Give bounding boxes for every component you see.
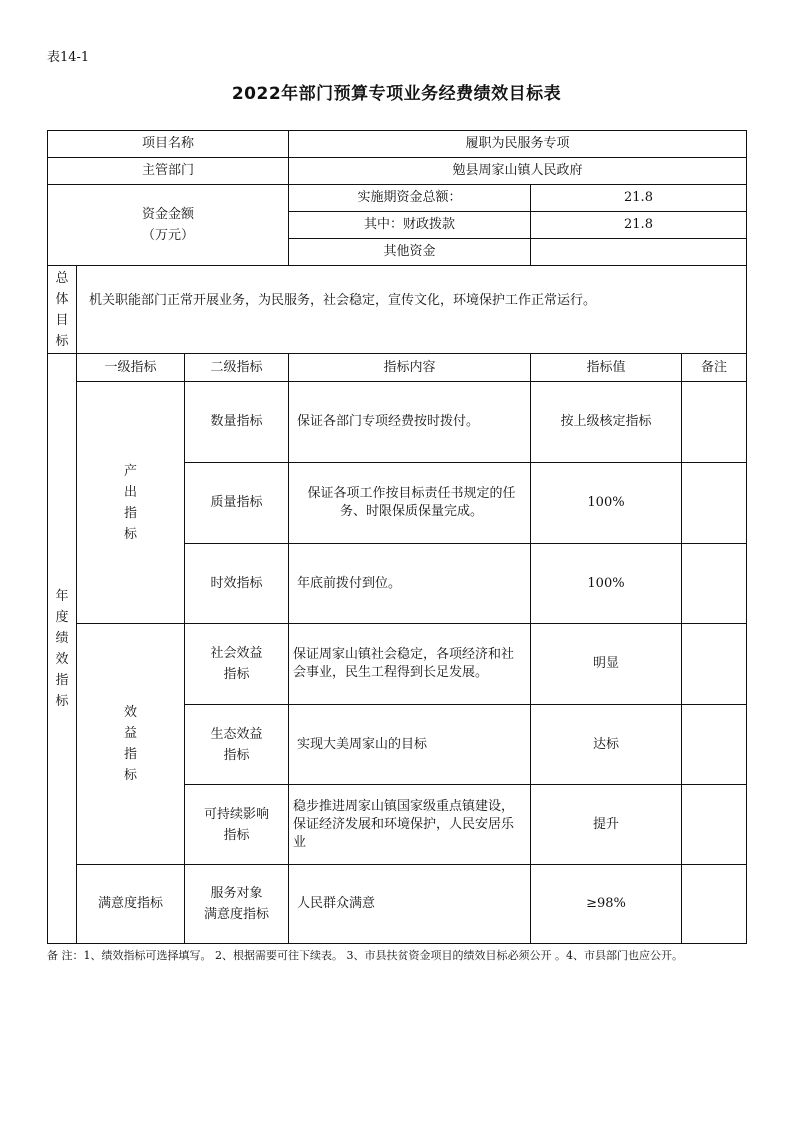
header-level1: 一级指标 <box>76 353 185 382</box>
indicator-content: 稳步推进周家山镇国家级重点镇建设，保证经济发展和环境保护，人民安居乐业 <box>288 784 531 865</box>
level2-line: 满意度指标 <box>203 907 269 922</box>
indicator-content: 保证周家山镇社会稳定，各项经济和社会事业，民生工程得到长足发展。 <box>288 623 531 705</box>
annual-label-char: 绩 <box>55 630 69 646</box>
total-funds-value: 21.8 <box>530 184 747 212</box>
benefit-label-char: 益 <box>123 726 137 741</box>
annual-label-char: 指 <box>55 672 69 688</box>
indicator-remark <box>681 543 747 624</box>
indicator-value: 明显 <box>530 623 682 705</box>
indicator-value: 达标 <box>530 704 682 785</box>
level2-quantity: 数量指标 <box>184 381 289 463</box>
total-funds-label: 实施期资金总额： <box>288 184 531 212</box>
level2-quality: 质量指标 <box>184 462 289 544</box>
dept-label: 主管部门 <box>47 157 289 185</box>
header-level2: 二级指标 <box>184 353 289 382</box>
overall-goal-label <box>47 265 77 354</box>
footnote: 备 注：1、绩效指标可选择填写。 2、根据需要可往下续表。 3、市县扶贫资金项目的绩效目标必须公开 。4、市县部门也应公开。 <box>47 949 683 962</box>
project-name-label: 项目名称 <box>47 130 289 158</box>
output-indicators-group <box>76 381 185 624</box>
table-code: 表14-1 <box>47 50 90 65</box>
level2-line: 服务对象 <box>210 886 263 901</box>
level2-line: 社会效益 <box>210 646 263 661</box>
indicator-value: 100% <box>530 543 682 624</box>
output-label-char: 指 <box>123 505 137 521</box>
benefit-label-char: 效 <box>123 705 137 720</box>
annual-indicators-label <box>47 353 77 944</box>
output-label-char: 标 <box>123 526 137 542</box>
level2-line: 生态效益 <box>210 726 263 742</box>
benefit-indicators-group <box>76 623 185 865</box>
indicator-content: 实现大美周家山的目标 <box>288 704 531 785</box>
indicator-remark <box>681 381 747 463</box>
annual-label-char: 度 <box>55 609 69 625</box>
overall-goal-label-char: 体 <box>55 291 69 307</box>
indicator-content: 年底前拨付到位。 <box>288 543 531 624</box>
header-content: 指标内容 <box>288 353 531 382</box>
document-title: 2022年部门预算专项业务经费绩效目标表 <box>231 84 562 104</box>
other-funds-value <box>530 238 747 266</box>
level2-line: 指标 <box>223 827 250 843</box>
funds-label <box>47 184 289 266</box>
level2-social-benefit <box>184 623 289 705</box>
fiscal-funds-label: 其中：财政拨款 <box>288 211 531 239</box>
benefit-label-char: 指 <box>123 747 137 762</box>
level2-line: 指标 <box>223 667 250 682</box>
level2-line: 可持续影响 <box>203 806 269 822</box>
overall-goal-label-char: 总 <box>55 270 69 286</box>
level2-line: 指标 <box>223 747 250 763</box>
funds-label-line2: （万元） <box>141 228 194 243</box>
indicator-value: ≥98% <box>530 864 682 944</box>
overall-goal-text: 机关职能部门正常开展业务，为民服务，社会稳定，宣传文化，环境保护工作正常运行。 <box>76 265 747 354</box>
overall-goal-label-char: 标 <box>55 333 69 349</box>
indicator-content: 人民群众满意 <box>288 864 531 944</box>
project-name-value: 履职为民服务专项 <box>288 130 747 158</box>
indicator-remark <box>681 462 747 544</box>
level2-service-satisfaction <box>184 864 289 944</box>
indicator-remark <box>681 623 747 705</box>
indicator-value: 按上级核定指标 <box>530 381 682 463</box>
funds-label-line1: 资金金额 <box>141 207 194 222</box>
indicator-value: 提升 <box>530 784 682 865</box>
header-remarks: 备注 <box>681 353 747 382</box>
annual-label-char: 年 <box>55 588 69 604</box>
output-label-char: 产 <box>123 463 137 479</box>
other-funds-label: 其他资金 <box>288 238 531 266</box>
annual-label-char: 效 <box>55 651 69 667</box>
fiscal-funds-value: 21.8 <box>530 211 747 239</box>
indicator-remark <box>681 864 747 944</box>
benefit-label-char: 标 <box>123 768 137 783</box>
overall-goal-label-char: 目 <box>55 312 69 328</box>
indicator-remark <box>681 784 747 865</box>
indicator-content: 保证各项工作按目标责任书规定的任务、时限保质保量完成。 <box>288 462 531 544</box>
header-value: 指标值 <box>530 353 682 382</box>
level2-timeliness: 时效指标 <box>184 543 289 624</box>
annual-label-char: 标 <box>55 693 69 709</box>
indicator-content: 保证各部门专项经费按时拨付。 <box>288 381 531 463</box>
level2-sustainability <box>184 784 289 865</box>
output-label-char: 出 <box>123 484 137 500</box>
indicator-remark <box>681 704 747 785</box>
level2-ecological-benefit <box>184 704 289 785</box>
indicator-value: 100% <box>530 462 682 544</box>
satisfaction-indicators-group: 满意度指标 <box>76 864 185 944</box>
dept-value: 勉县周家山镇人民政府 <box>288 157 747 185</box>
